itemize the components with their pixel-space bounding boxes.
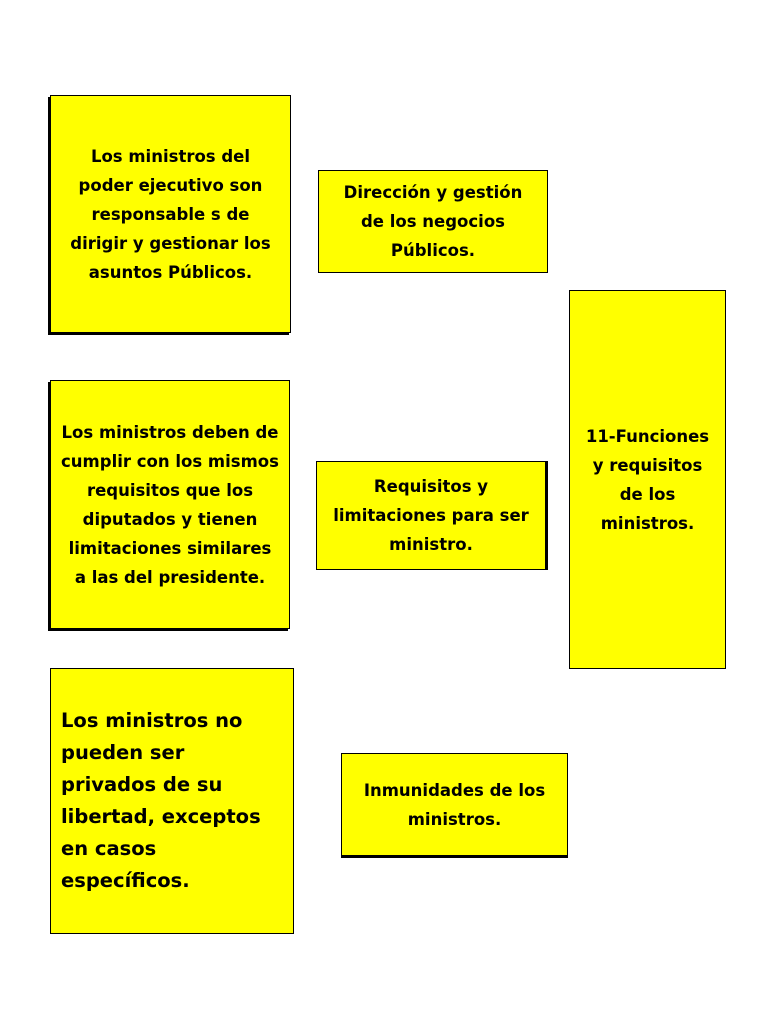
- main-topic-box: [569, 290, 726, 669]
- direccion-gestion-text: Dirección y gestión de los negocios Públicos.: [343, 183, 523, 260]
- inmunidades-text: Inmunidades de los ministros.: [363, 780, 546, 829]
- requisitos-limitaciones-box: [316, 461, 546, 570]
- inmunidades-description-box: [50, 668, 294, 934]
- requisitos-limitaciones-text: Requisitos y limitaciones para ser ministro.: [333, 477, 529, 554]
- requisitos-description-box: [50, 380, 290, 629]
- ejecutivo-description-box: [50, 95, 291, 333]
- requisitos-description-text: Los ministros deben de cumplir con los mismos requisitos que los diputados y tienen limitaciones similares a las del presidente.: [61, 422, 279, 587]
- inmunidades-description-text: Los ministros no pueden ser privados de su libertad, exceptos en casos específicos.: [61, 709, 261, 892]
- ejecutivo-description-text: Los ministros del poder ejecutivo son responsable s de dirigir y gestionar los asuntos Públicos.: [70, 146, 271, 282]
- direccion-gestion-box: [318, 170, 548, 273]
- main-topic-text: 11-Funciones y requisitos de los ministros.: [585, 426, 710, 533]
- inmunidades-box: [341, 753, 568, 856]
